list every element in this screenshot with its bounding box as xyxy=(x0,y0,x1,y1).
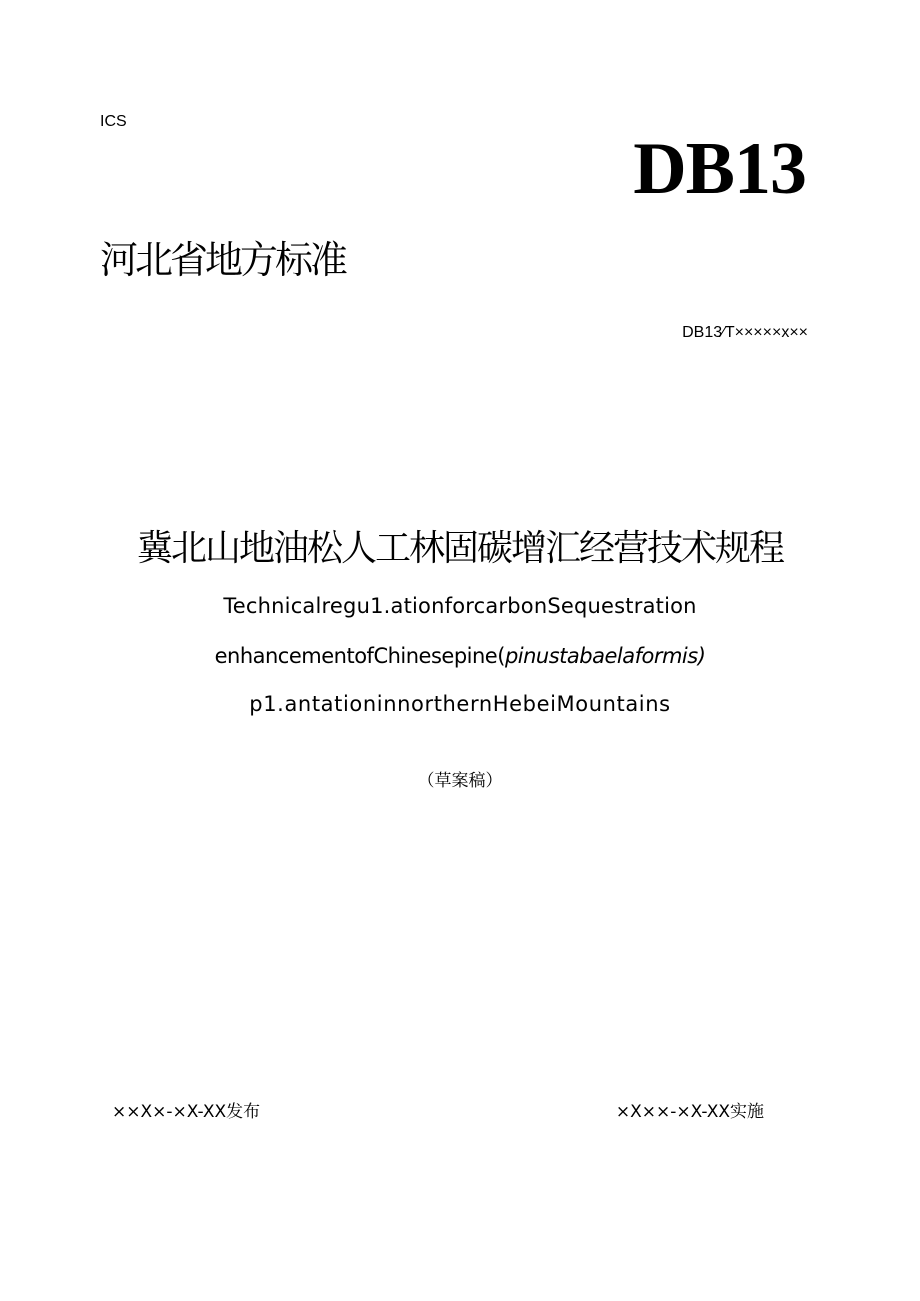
implementation-date: ×X××-×X-XX实施 xyxy=(615,1102,764,1122)
species-name: pinustabaelaformis) xyxy=(504,644,706,668)
ics-label: ICS xyxy=(100,113,127,130)
db13-logo: DB13 xyxy=(633,128,806,210)
standard-type-heading: 河北省地方标准 xyxy=(100,238,346,282)
issue-date: ××X×-×X-XX发布 xyxy=(112,1102,261,1122)
draft-label: （草案稿） xyxy=(417,771,503,791)
standard-number: DB13∕T×××××x×× xyxy=(682,324,808,341)
english-title-line-2 xyxy=(0,642,920,670)
chinese-title: 冀北山地油松人工林固碳增汇经营技术规程 xyxy=(136,528,783,569)
english-title-line-2-prefix: enhancementofChinesepine( xyxy=(214,644,505,668)
english-title-line-1: Technicalregu1.ationforcarbonSequestration xyxy=(223,594,697,618)
english-title-line-3: p1.antationinnorthernHebeiMountains xyxy=(249,692,671,716)
